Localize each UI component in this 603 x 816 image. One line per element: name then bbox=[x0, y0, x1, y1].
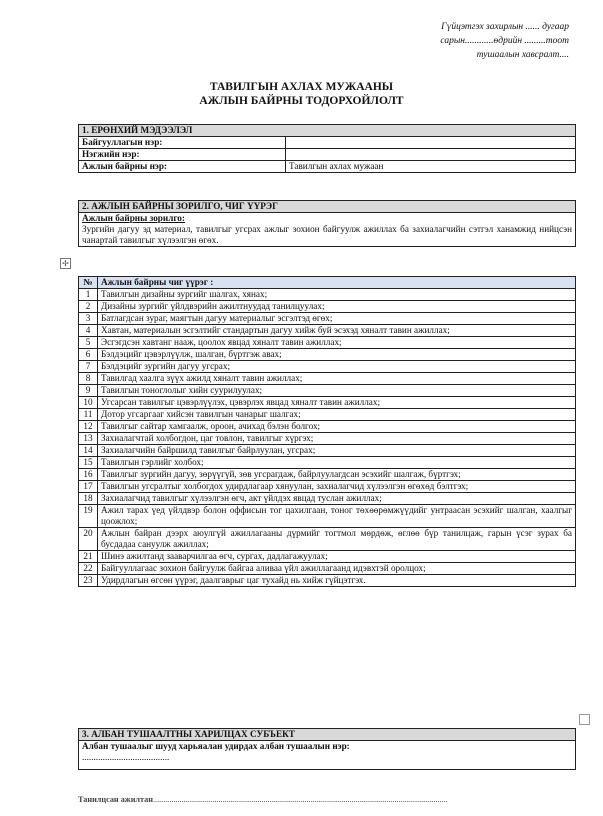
duty-number: 18 bbox=[79, 493, 98, 505]
duty-number: 11 bbox=[79, 409, 98, 421]
duties-table bbox=[78, 276, 576, 587]
duty-number: 23 bbox=[79, 575, 98, 587]
duty-number: 19 bbox=[79, 505, 98, 528]
approval-note bbox=[369, 20, 569, 62]
supervisor-dots[interactable]: ...................................... bbox=[82, 752, 170, 762]
document-title-line-2: АЖЛЫН БАЙРНЫ ТОДОРХОЙЛОЛТ bbox=[199, 95, 404, 107]
duty-text: Дизайны зургийг үйлдвэрийн ажилтнуудад танилцуулах; bbox=[98, 301, 576, 313]
table-row bbox=[79, 385, 576, 397]
table-row bbox=[79, 421, 576, 433]
duty-number: 8 bbox=[79, 373, 98, 385]
duty-text: Дотор угсаргааг хийсэн тавилгын чанарыг шалгах; bbox=[98, 409, 576, 421]
duties-number-header: № bbox=[79, 277, 98, 289]
acknowledged-employee bbox=[78, 795, 448, 804]
table-row bbox=[79, 289, 576, 301]
approval-line-1: Гүйцэтгэх захирлын ...... дугаар bbox=[441, 22, 569, 32]
duty-text: Батлагдсан зураг, маягтын дагуу материалыг эсгэлтэд өгөх; bbox=[98, 313, 576, 325]
duty-text: Ажил тарах үед үйлдвэр болон оффисын тог цахилгаан, тоног төхөөрөмжүүдийг унтраасан эсэхийг шалган, хаалгыг цоожлох; bbox=[98, 505, 576, 528]
duty-text: Бэлдэцийг цэвэрлүүлж, шалган, бүртгэж авах; bbox=[98, 349, 576, 361]
section-1-heading: 1. ЕРӨНХИЙ МЭДЭЭЛЭЛ bbox=[79, 125, 576, 137]
duty-text: Тавилгын гэрлийг холбох; bbox=[98, 457, 576, 469]
approval-line-2: сарын............өдрийн .........тоот bbox=[440, 36, 569, 46]
table-row bbox=[79, 445, 576, 457]
acknowledged-label: Танилцсан ажилтан bbox=[78, 795, 153, 804]
duty-number: 22 bbox=[79, 563, 98, 575]
document-title-line-1: ТАВИЛГЫН АХЛАХ МУЖААНЫ bbox=[209, 81, 394, 93]
table-row bbox=[79, 349, 576, 361]
position-name-value[interactable]: Тавилгын ахлах мужаан bbox=[286, 161, 576, 173]
duty-text: Байгууллагаас зохион байгуулж байгаа аливаа үйл ажиллагаанд идэвхтэй оролцох; bbox=[98, 563, 576, 575]
section-2-heading: 2. АЖЛЫН БАЙРНЫ ЗОРИЛГО, ЧИГ ҮҮРЭГ bbox=[79, 201, 576, 213]
duty-text: Захиалагчийн байршилд тавилгыг байрлуулан, угсрах; bbox=[98, 445, 576, 457]
duty-number: 1 bbox=[79, 289, 98, 301]
purpose-label: Ажлын байрны зорилго: bbox=[82, 213, 185, 223]
duty-text: Эсгэгдсэн хавтанг нааж, цоолох явцад хяналт тавин ажиллах; bbox=[98, 337, 576, 349]
duty-number: 13 bbox=[79, 433, 98, 445]
duty-text: Тавилгын дизайны зургийг шалгах, хянах; bbox=[98, 289, 576, 301]
table-row bbox=[79, 528, 576, 551]
duty-number: 3 bbox=[79, 313, 98, 325]
duty-number: 21 bbox=[79, 551, 98, 563]
table-row bbox=[79, 325, 576, 337]
section-3-heading: 3. АЛБАН ТУШААЛТНЫ ХАРИЛЦАХ СУБЪЕКТ bbox=[79, 729, 576, 741]
duty-number: 10 bbox=[79, 397, 98, 409]
acknowledged-dots[interactable]: ................................................................................................................................................ bbox=[152, 795, 448, 804]
purpose-table bbox=[78, 200, 576, 247]
table-row bbox=[79, 563, 576, 575]
duty-number: 6 bbox=[79, 349, 98, 361]
duty-text: Тавилгад хаалга зүүх ажилд хяналт тавин ажиллах; bbox=[98, 373, 576, 385]
unit-name-label: Нэгжийн нэр: bbox=[79, 149, 286, 161]
purpose-text: Зургийн дагуу эд материал, тавилгыг угсрах ажлыг зохион байгуулж ажиллах ба захиалагчийн сэтгэл ханамжид нийцсэн чанартай тавилгыг хүлээлгэн өгөх. bbox=[82, 224, 572, 245]
duty-number: 4 bbox=[79, 325, 98, 337]
duty-text: Ажлын байран дээрх аюулгүй ажиллагааны дүрмийг тогтмол мөрдөж, өглөө бүр танилцаж, гарын үсэг зурах ба бусдадаа сануулж ажиллах; bbox=[98, 528, 576, 551]
duty-number: 5 bbox=[79, 337, 98, 349]
table-row bbox=[79, 409, 576, 421]
table-row bbox=[79, 505, 576, 528]
duty-text: Тавилгын угсралтыг холбогдох удирдлагаар хянуулан, захиалагчид хүлээлгэн өгөхөд бэлтгэх; bbox=[98, 481, 576, 493]
subject-table bbox=[78, 728, 576, 770]
table-row bbox=[79, 551, 576, 563]
duties-header: Ажлын байрны чиг үүрэг : bbox=[98, 277, 576, 289]
duty-number: 14 bbox=[79, 445, 98, 457]
table-row bbox=[79, 313, 576, 325]
table-move-handle-icon[interactable]: ✢ bbox=[60, 258, 71, 269]
duty-text: Тавилгыг зургийн дагуу, зөрүүгүй, зөв угсрагдаж, байрлуулагдсан эсэхийг шалгаж, бүртгэх; bbox=[98, 469, 576, 481]
table-row bbox=[79, 469, 576, 481]
duty-text: Угсарсан тавилгыг цэвэрлүүлэх, цэвэрлэх явцад хяналт тавин ажиллах; bbox=[98, 397, 576, 409]
duty-number: 20 bbox=[79, 528, 98, 551]
position-name-label: Ажлын байрны нэр: bbox=[79, 161, 286, 173]
table-row bbox=[79, 481, 576, 493]
duty-number: 2 bbox=[79, 301, 98, 313]
duty-text: Удирдлагын өгсөн үүрэг, даалгаврыг цаг тухайд нь хийж гүйцэтгэх. bbox=[98, 575, 576, 587]
duty-text: Хавтан, материалын эсгэлтийг стандартын дагуу хийж буй эсэхэд хяналт тавин ажиллах; bbox=[98, 325, 576, 337]
supervisor-label: Албан тушаалыг шууд харьяалан удирдах албан тушаалын нэр: bbox=[82, 741, 350, 751]
duty-number: 12 bbox=[79, 421, 98, 433]
duty-number: 7 bbox=[79, 361, 98, 373]
supervisor-cell bbox=[79, 741, 576, 770]
duty-text: Захиалагчид тавилгыг хүлээлгэн өгч, акт үйлдэх явцад туслан ажиллах; bbox=[98, 493, 576, 505]
table-row bbox=[79, 149, 576, 161]
duty-number: 16 bbox=[79, 469, 98, 481]
table-row bbox=[79, 575, 576, 587]
org-name-value[interactable] bbox=[286, 137, 576, 149]
table-row bbox=[79, 457, 576, 469]
duty-text: Шинэ ажилтанд зааварчилгаа өгч, сургах, дадлагажуулах; bbox=[98, 551, 576, 563]
org-name-label: Байгууллагын нэр: bbox=[79, 137, 286, 149]
general-info-table bbox=[78, 124, 576, 173]
duty-text: Тавилгын тоноглолыг хийн суурилуулах; bbox=[98, 385, 576, 397]
approval-line-3: тушаалын хавсралт.... bbox=[476, 50, 569, 60]
duty-number: 15 bbox=[79, 457, 98, 469]
table-row bbox=[79, 337, 576, 349]
table-row bbox=[79, 493, 576, 505]
duty-number: 9 bbox=[79, 385, 98, 397]
duty-text: Тавилгыг сайтар хамгаалж, ороон, ачихад бэлэн болгох; bbox=[98, 421, 576, 433]
table-row bbox=[79, 301, 576, 313]
table-row bbox=[79, 373, 576, 385]
duty-text: Захиалагчтай холбогдон, цаг товлон, тавилгыг хүргэх; bbox=[98, 433, 576, 445]
duty-text: Бэлдэцийг зургийн дагуу угсрах; bbox=[98, 361, 576, 373]
duty-number: 17 bbox=[79, 481, 98, 493]
table-row bbox=[79, 161, 576, 173]
purpose-cell bbox=[79, 213, 576, 247]
table-row bbox=[79, 433, 576, 445]
table-row bbox=[79, 397, 576, 409]
table-resize-handle-icon[interactable] bbox=[579, 714, 590, 725]
table-row bbox=[79, 137, 576, 149]
unit-name-value[interactable] bbox=[286, 149, 576, 161]
duties-header-row bbox=[79, 277, 576, 289]
table-row bbox=[79, 361, 576, 373]
